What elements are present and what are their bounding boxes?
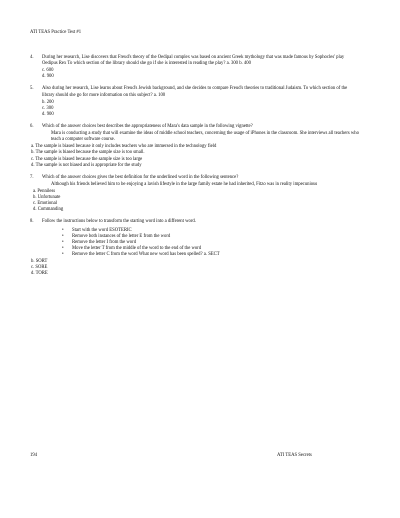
answer-option: d. Commanding <box>33 207 64 213</box>
answer-option: d. The sample is not biased and is appropriate for the study <box>31 162 142 168</box>
example-sentence: Although his friends believed him to be enjoying a lavish lifestyle in the large family estate he had inherited, Fitzo was in reality impecunious <box>51 181 318 187</box>
question-5 <box>30 86 360 118</box>
question-text: During her research, Lise discovers that Freud's theory of the Oedipal complex was based on ancient Greek mythology that was made famous by Sophocles' play Oedipus Rex To which section of the library should she go if she is interested in reading the play? a. 300 b. 400 <box>42 55 345 67</box>
question-text: Which of the answer choices gives the best definition for the underlined word in the following sentence? <box>42 174 239 180</box>
instruction-item: • Remove both instances of the letter E from the word <box>62 234 360 240</box>
question-6 <box>30 124 360 169</box>
question-number: 8. <box>30 219 34 225</box>
question-text: Which of the answer choices best describes the appropriateness of Mara's data sample in the following vignette? <box>42 123 253 129</box>
question-8 <box>30 219 360 277</box>
answer-option: c. The sample is biased because the sample size is too large <box>31 156 143 162</box>
page-number: 194 <box>30 453 38 458</box>
question-number: 4. <box>30 55 34 60</box>
question-number: 6. <box>30 123 34 129</box>
instruction-list <box>62 228 360 259</box>
answer-option: c. SORE <box>31 265 48 271</box>
questions-list <box>30 55 360 283</box>
answer-option: c. 600 <box>42 68 54 74</box>
answer-option: d. 900 <box>42 111 54 117</box>
page-header: ATI TEAS Practice Test #1 <box>30 30 82 35</box>
instruction-item: • Start with the word ESOTERIC <box>62 228 360 234</box>
answer-option: a. The sample is biased because it only includes teachers who are immersed in the technology field <box>31 144 217 150</box>
answer-option: d. 900 <box>42 74 54 80</box>
answer-option: b. SORT <box>31 259 48 265</box>
question-number: 7. <box>30 174 34 180</box>
question-number: 5. <box>30 86 34 92</box>
answer-option: c. 300 <box>42 105 54 111</box>
question-4 <box>30 55 360 80</box>
answer-option: c. Emotional <box>33 201 57 207</box>
instruction-item: • Move the letter T from the middle of the word to the end of the word <box>62 246 360 252</box>
answer-option: d. TORE <box>31 271 48 277</box>
answer-option: b. The sample is biased because the sample size is too small. <box>31 150 145 156</box>
question-7 <box>30 175 360 214</box>
vignette-passage: Mara is conducting a study that will examine the ideas of middle school teachers, concerning the usage of iPhones in the classroom. She interviews all teachers who teach a computer software course. <box>51 131 359 143</box>
answer-option: b. Unfortunate <box>33 195 61 201</box>
answer-option: b. 200 <box>42 99 54 105</box>
instruction-item: • Remove the letter C from the word What new word has been spelled? a. SECT <box>62 252 360 258</box>
answer-option: a. Penniless <box>33 188 56 194</box>
instruction-item: • Remove the letter I from the word <box>62 240 360 246</box>
footer-book-title: ATI TEAS Secrets <box>277 453 312 458</box>
question-text: Follow the instructions below to transform the starting word into a different word. <box>42 219 196 225</box>
question-text: Also during her research, Lise learns about Freud's Jewish background, and she decides to compare Freud's theories to traditional Judaism. To which section of the library should she go for more information on this subject? a. 100 <box>42 86 348 98</box>
